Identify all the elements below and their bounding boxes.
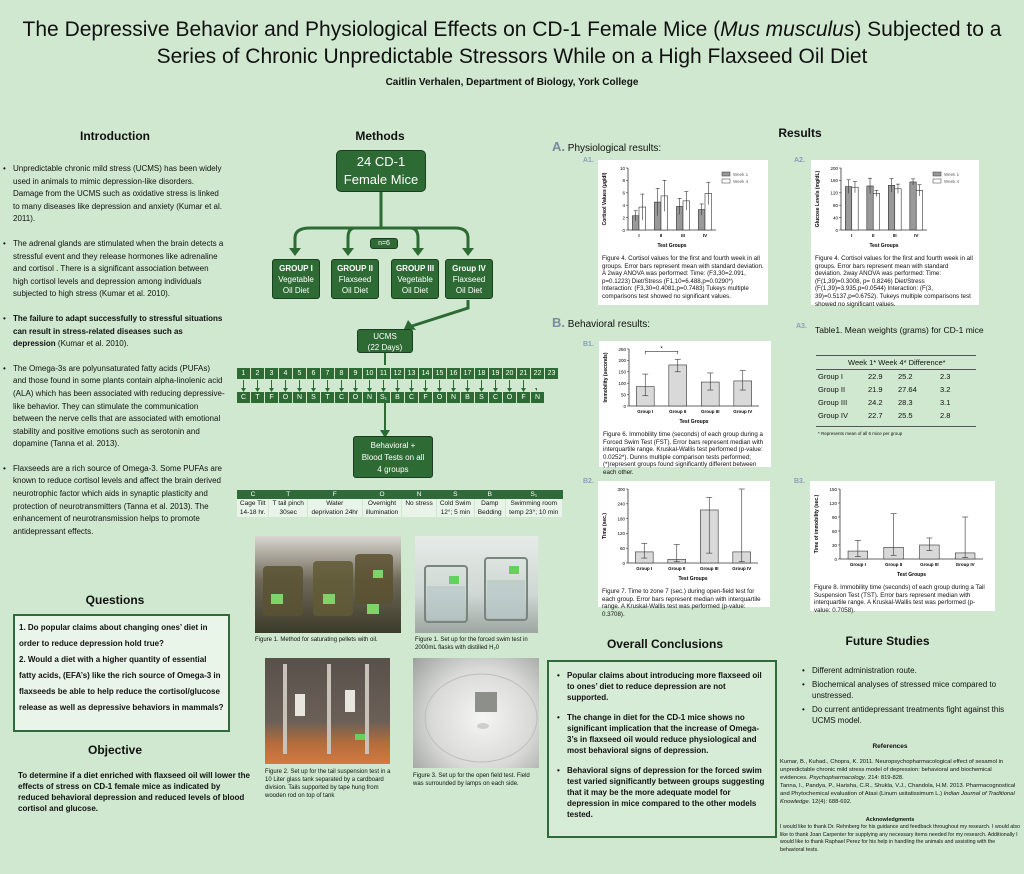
table1-cell-w4: 25.2 [898,372,913,381]
objective-heading: Objective [87,743,143,757]
chart-b3-panel [810,481,995,614]
significance-star: * [660,346,663,353]
intro-bold-text: The failure to adapt successfully to stressful situations can result in stress-related diseases such as depression [13,313,223,349]
y-tick-label: 4 [622,203,625,208]
y-tick-label: 40 [832,215,838,221]
table1-cell-d: 3.1 [940,398,951,407]
y-tick-label: 0 [834,556,837,562]
group-4-title: Group IV [452,264,486,273]
x-tick-label: III [892,233,897,238]
day-17: 17 [461,368,474,379]
y-tick-label: 0 [622,560,625,566]
stress-code-day-17: B [461,392,474,403]
acknowledgments-text: I would like to thank Dr. Rehnberg for his guidance and feedback throughout my research. I would also like to thank Joan Carpenter for supplying any necessary items needed for my research. Additionally I would like to thank Raphael Perez for his help in handling the animals and assisting with the behavioral tests. [780,824,1020,853]
mice-box [336,150,426,192]
table1-cell-g: Group I [818,372,844,381]
y-tick-label: 120 [617,531,625,537]
oil-pellets-photo [255,536,401,633]
table1-note: * Represents mean of all 6 mice per group [818,431,903,436]
jars-illustration [255,536,401,633]
group-2-title: GROUP II [337,264,373,273]
key-detail-0: 14-18 hr. [237,508,269,517]
stress-code-day-10: N [363,392,376,403]
x-tick-label: II [659,233,663,238]
key-header-0: C [237,490,269,499]
title-part1: The Depressive Behavior and Physiological Effects on CD-1 Female Mice ( [22,18,721,41]
table1-cell-w1: 21.9 [868,385,883,394]
ref2-journal: Indian Journal of Traditional Knowledge [780,791,1015,805]
ucms-line1: UCMS [373,332,397,341]
stress-code-day-13: C [405,392,418,403]
table1-cell-w4: 27.64 [898,385,917,394]
table1-row [814,409,966,422]
group-1-box [272,259,320,299]
x-tick-label: IV [914,233,919,238]
y-tick-label: 240 [617,501,625,507]
chart-b1-panel [599,341,771,476]
title-line2: Series of Chronic Unpredictable Stressors While on a High Flaxseed Oil Diet [156,45,868,68]
chart-b3 [810,481,995,579]
table1-row [814,370,966,383]
physiological-label [552,139,661,154]
table1-cell-w4: 25.5 [898,411,913,420]
behavioral-line1: Behavioral + [370,441,416,450]
table1 [814,370,966,422]
open-field-photo [413,658,539,768]
future-2: • Biochemical analyses of stressed mice compared to unstressed. [802,679,1007,701]
stress-code-day-4: O [279,392,292,403]
x-tick-label: Group IV [732,566,752,571]
key-header-4: N [402,490,436,499]
day-22: 22 [531,368,544,379]
acknowledgments-heading: Acknowledgments [865,817,915,823]
y-axis-label: Cortisol Values (μg/dl) [602,172,608,226]
group-1-title: GROUP I [279,264,313,273]
key-name-0: Cage Tilt [237,499,269,508]
question-2: 2. Would a diet with a higher quantity of essential fatty acids, (EFA’s) like the rich source of Omega-3 in flaxseeds be able to help reduce the cortisol/glucose release as well as depressive behaviors in mammals? [19,655,224,712]
y-tick-label: 200 [830,165,838,171]
x-axis-label: Test Groups [679,419,709,425]
legend-label: Week 4 [733,179,749,184]
introduction-heading: Introduction [80,129,150,143]
stress-code-day-19: C [489,392,502,403]
fig1b-caption: Figure 1. Set up for the forced swim test in 2000mL flasks with distilled H₂0 [415,637,528,651]
key-detail-4 [402,508,436,517]
day-5: 5 [293,368,306,379]
chart-a2-caption: Figure 4. Cortisol values for the first and fourth week in all groups. Error bars represent mean with standard deviation. 2way ANOVA was performed: Time: (F(1,39)=0.3008, p= 0.8246) Diet/Stress (F(1,39)=3.935,p=0.0544) Interaction: (F(3, 39)=0.5137,p=0.6752). Tukeys multiple comparisons test showed no significant values. [815,255,973,308]
future-3: • Do current antidepressant treatments fight against this UCMS model. [802,704,1007,726]
poster-title [0,16,1024,70]
stress-code-day-8: C [335,392,348,403]
key-header-1: T [269,490,307,499]
intro-bullet-1: • Unpredictable chronic mild stress (UCMS) has been widely used in animals to mimic depression-like disorders. Damage from the UCMS such as oxidative stress is linked to many diseases like depression and anxiety (Kumar et al. 2011). [3,163,225,226]
group-split-arrows [270,192,510,262]
group-1-diet: Vegetable [278,275,314,284]
references-heading: References [872,743,908,750]
questions-box [13,614,230,732]
key-detail-3: illumination [362,508,402,517]
ucms-line2: (22 Days) [367,343,403,352]
questions-heading: Questions [85,593,145,607]
x-tick-label: Group II [668,566,686,571]
chart-b2 [598,481,770,583]
future-list [802,665,1007,729]
day-23: 23 [545,368,558,379]
results-heading: Results [778,126,822,140]
chart-a2 [811,160,979,250]
y-tick-label: 180 [617,516,625,522]
references-list [780,758,1020,806]
intro-bullet-2: • The adrenal glands are stimulated when the brain detects a stressful event and they release hormones like adrenaline and cortisol . There is a significant association between high cortisol levels and depression among individuals subjected to high stress (Kumar et al. 2010). [3,238,225,301]
ref2-pages: . 12(4): 688-692. [808,799,852,805]
y-axis-label: Time (sec.) [602,512,608,540]
stress-code-day-7: T [321,392,334,403]
table1-cell-d: 3.2 [940,385,951,394]
stress-code-day-12: B [391,392,404,403]
key-name-3: Overnight [362,499,402,508]
x-axis-label: Test Groups [869,243,899,249]
key-header-3: O [362,490,402,499]
table1-cell-w1: 22.9 [868,372,883,381]
fig2-caption: Figure 2. Set up for the tail suspension test in a 10 Liter glass tank separated by a cardboard division. Tails supported by tape hung from wooden rod on top of tank [265,769,391,799]
behavioral-box [353,436,433,478]
key-name-6: Damp [474,499,505,508]
key-name-1: T tail pinch [269,499,307,508]
section-b-text: Behavioral results: [567,319,651,330]
table1-row [814,383,966,396]
future-1: • Different administration route. [802,665,1007,676]
group-2-diet: Flaxseed [338,275,372,284]
stress-code-day-9: O [349,392,362,403]
question-1: 1. Do popular claims about changing ones’ diet in order to reduce depression hold true? [19,623,208,648]
group-2-suffix: Oil Diet [341,286,369,295]
group-4-diet: Flaxseed [452,275,486,284]
y-tick-label: 50 [620,392,626,398]
ucms-arrow [370,298,500,332]
stressor-key-table [237,490,563,517]
x-tick-label: I [851,233,853,238]
day-4: 4 [279,368,292,379]
y-tick-label: 150 [829,486,837,492]
chart-b1-caption: Figure 6. Immobility time (seconds) of each group during a Forced Swim Test (FST). Error bars represent median with interquartile range. Kruskal-Wallis test performed (p-value: 0.0252*). Dunns multiple comparison tests performed; (*)represent groups found significantly different between each other. [603,431,764,476]
intro-bold-cite: (Kumar et al. 2010). [55,339,129,349]
ucms-box [357,329,413,353]
reference-1 [780,758,1020,782]
n-label: n=6 [370,238,398,249]
y-tick-label: 250 [618,346,626,352]
group-1-suffix: Oil Diet [282,286,310,295]
behavioral-line2: Blood Tests on all [361,453,425,462]
x-tick-label: Group III [701,409,720,414]
table1-cell-g: Group IV [818,411,849,420]
section-a-text: Physiological results: [567,143,662,154]
day-19: 19 [489,368,502,379]
y-tick-label: 8 [622,178,625,184]
x-tick-label: Group II [669,409,687,414]
section-a-letter: A. [552,139,565,154]
day-2: 2 [251,368,264,379]
ref2-text: Tanna, I., Pandya, P., Harisha, C.R., Shukla, V.J., Chandola, H.M. 2013. Pharmacognostical and Phytochemical evaluation of Atasi (Linum usitatissimum L.) [780,783,1016,797]
key-detail-2: deprivation 24hr [307,508,362,517]
stress-code-day-21: F [517,392,530,403]
y-tick-label: 200 [618,358,626,364]
chart-a1-panel [598,160,768,305]
y-axis-label: Time of immobility (sec.) [814,494,820,554]
chart-a2-panel [811,160,979,308]
chart-b2-panel [598,481,770,618]
table1-header: Week 1* Week 4* Difference* [816,355,976,370]
y-tick-label: 120 [829,500,837,506]
y-tick-label: 6 [622,190,625,196]
y-tick-label: 90 [831,514,837,520]
intro-bullet-5: • Flaxseeds are a rich source of Omega-3. Some PUFAs are known to reduce cortisol levels and affect the brain derived neurotrophic factor which aids in synaptic plasticity and protection of neurotransmitters (Tanna et al. 2013). The enhancement of neurotransmission helps to promote antidepressant effects. [3,463,225,539]
day-9: 9 [349,368,362,379]
forced-swim-photo [415,536,538,633]
title-part2: ) Subjected to a [854,18,1002,41]
stress-code-day-11: S₁ [377,392,390,403]
legend-label: Week 1 [733,172,749,177]
day-10: 10 [363,368,376,379]
bar-week-4 [873,193,879,230]
key-header-6: B [474,490,505,499]
y-axis-label: Glucose Levels (mg/dL) [815,170,821,228]
section-b-letter: B. [552,315,565,330]
future-heading: Future Studies [845,634,930,648]
day-13: 13 [405,368,418,379]
legend-swatch [722,179,730,183]
day-15: 15 [433,368,446,379]
x-tick-label: Group IV [955,562,975,567]
x-tick-label: Group III [920,562,939,567]
stress-code-day-14: F [419,392,432,403]
y-tick-label: 2 [622,215,625,221]
table1-cell-g: Group II [818,385,846,394]
chart-a1-caption: Figure 4. Cortisol values for the first and fourth week in all groups. Error bars represent mean with standard deviation. A 2way ANOVA was performed: Time: (F3,30=2.091, p=0.1223) Diet/Stress (F1,10=6.488,p=0.0290*) Interaction: (F3,30=0.4081,p=0.7483) Tukeys multiple comparisons test showed no significant values. [602,255,764,300]
legend-label: Week 1 [944,172,960,177]
stress-code-day-16: N [447,392,460,403]
group-3-box [391,259,439,299]
conclusion-2: • The change in diet for the CD-1 mice shows no significant implication that the increase of Omega-3’s in flaxseed oil would reduce physiological and most behavioral signs of depression. [557,712,769,756]
stress-code-day-22: N [531,392,544,403]
table1-row [814,396,966,409]
introduction-body [3,163,225,538]
legend-swatch [933,172,941,176]
table1-cell-d: 2.3 [940,372,951,381]
field-illustration [413,658,539,768]
group-3-title: GROUP III [395,264,435,273]
day-7: 7 [321,368,334,379]
flasks-illustration [415,536,538,633]
key-header-2: F [307,490,362,499]
y-tick-label: 30 [831,542,837,548]
y-tick-label: 10 [619,165,625,171]
x-tick-label: IV [702,233,708,238]
behavioral-label [552,315,650,330]
y-tick-label: 300 [617,486,625,492]
author-line: Caitlin Verhalen, Department of Biology, York College [385,77,639,88]
a2-label: A2. [794,157,805,164]
bar-week-4 [852,187,858,230]
table1-cell-w4: 28.3 [898,398,913,407]
stress-code-day-18: S [475,392,488,403]
y-tick-label: 60 [831,528,837,534]
day-12: 12 [391,368,404,379]
reference-2 [780,782,1020,806]
bar-week-1 [910,182,916,230]
day-3: 3 [265,368,278,379]
stress-code-day-20: O [503,392,516,403]
bar-week-4 [895,189,901,230]
key-detail-6: Bedding [474,508,505,517]
table1-cell-w1: 24.2 [868,398,883,407]
table1-rule [816,426,976,427]
ref1-pages: . 214: 819-828. [864,775,904,781]
day-21: 21 [517,368,530,379]
day-6: 6 [307,368,320,379]
behavioral-line3: 4 groups [377,465,409,474]
conclusion-3: • Behavioral signs of depression for the forced swim test varied significantly between groups suggesting that it may be the more adequate model for depression in mice compared to the other models tested. [557,765,769,820]
day-14: 14 [419,368,432,379]
key-header-7: S₁ [505,490,562,499]
stress-code-day-2: T [251,392,264,403]
y-tick-label: 80 [832,203,838,208]
intro-bullet-4: • The Omega-3s are polyunsaturated fatty acids (PUFAs) and those found in some plants contain alpha-linolenic acid (ALA) which has been associated with reducing depressive-like behavior. They can stimulate the communication between the nerve cells that are associated with emotional stability and positive emotions such as serotonin and dopamine (Tanna et al. 2013). [3,363,225,451]
y-tick-label: 0 [623,403,626,409]
fig3-caption: Figure 3. Set up for the open field test. Field was surrounded by lamps on each side. [413,773,530,787]
table1-title: Table1. Mean weights (grams) for CD-1 mice [815,325,984,335]
day-20: 20 [503,368,516,379]
day-11: 11 [377,368,390,379]
ref1-journal: Psychopharmacology [809,775,865,781]
x-axis-label: Test Groups [657,243,687,249]
stress-code-day-6: S [307,392,320,403]
day-1: 1 [237,368,250,379]
key-detail-5: 12°; 5 min [436,508,474,517]
x-tick-label: Group I [636,566,653,571]
y-tick-label: 100 [618,381,626,386]
x-tick-label: Group I [849,562,866,567]
objective-text: To determine if a diet enriched with flaxseed oil will lower the effects of stress on CD-1 female mice as indicated by reduced behavioral depression and reduced levels of blood cortisol and glucose. [18,771,250,813]
x-tick-label: III [681,233,685,238]
day-16: 16 [447,368,460,379]
b3-label: B3. [794,478,805,485]
group-3-diet: Vegetable [397,275,433,284]
conclusions-box [547,660,777,838]
stress-code-day-1: C [237,392,250,403]
a1-label: A1. [583,157,594,164]
day-8: 8 [335,368,348,379]
table1-cell-w1: 22.7 [868,411,883,420]
b1-label: B1. [583,341,594,348]
group-4-box [445,259,493,299]
day-arrows [237,379,537,393]
intro-bullet-3 [3,313,225,351]
group-3-suffix: Oil Diet [401,286,429,295]
ucms-code-row [237,392,558,403]
stress-code-day-3: F [265,392,278,403]
title-species: Mus musculus [720,18,855,41]
x-axis-label: Test Groups [896,572,927,578]
group-2-box [331,259,379,299]
b2-label: B2. [583,478,594,485]
y-tick-label: 60 [619,546,625,551]
key-name-5: Cold Swim [436,499,474,508]
key-name-4: No stress [402,499,436,508]
legend-label: Week 4 [944,179,960,184]
x-tick-label: Group I [637,409,654,414]
chart-b3-caption: Figure 8. Immobility time (seconds) of each group during a Tail Suspension Test (TST). Error bars represent median with interquartile range. A Kruskal-Wallis test was performed (p-value: 0.7058). [814,584,985,614]
x-axis-label: Test Groups [678,576,708,582]
table1-cell-g: Group III [818,398,848,407]
tail-suspension-photo [265,658,390,764]
y-tick-label: 120 [830,190,838,196]
a3-label: A3. [796,323,807,330]
mice-box-line1: 24 CD-1 [356,154,406,169]
key-name-7: Swimming room [505,499,562,508]
group-4-suffix: Oil Diet [455,286,483,295]
key-detail-7: temp 23°; 10 min [505,508,562,517]
methods-heading: Methods [355,129,405,143]
y-axis-label: Immobility (seconds) [603,352,609,403]
stress-code-day-15: O [433,392,446,403]
key-header-5: S [436,490,474,499]
x-tick-label: Group III [700,566,719,571]
ucms-down-arrow [380,353,390,369]
key-detail-1: 30sec [269,508,307,517]
bar-week-4 [916,190,922,230]
x-tick-label: I [638,233,640,238]
stress-code-day-5: N [293,392,306,403]
y-tick-label: 150 [618,369,626,375]
x-tick-label: II [871,233,875,238]
legend-swatch [722,172,730,176]
conclusions-heading: Overall Conclusions [606,637,724,651]
key-name-2: Water [307,499,362,508]
stress-code-day-23 [545,392,558,403]
chart-b1 [599,341,771,426]
y-tick-label: 0 [622,227,625,233]
x-tick-label: Group IV [733,409,753,414]
table1-cell-d: 2.8 [940,411,951,420]
tank-illustration [265,658,390,764]
ucms-day-row [237,368,558,379]
chart-b2-caption: Figure 7. Time to zone 7 (sec.) during open-field test for each group. Error bars represent median with interquartile range. A Kruskal-Wallis test was performed (p-value: 0.3708). [602,588,761,618]
conclusion-1: • Popular claims about introducing more flaxseed oil to ones’ diet to reduce depression are not supported. [557,670,769,703]
chart-a1 [598,160,768,250]
x-tick-label: Group II [885,562,903,567]
y-tick-label: 160 [830,178,838,184]
mice-box-line2: Female Mice [343,172,419,187]
y-tick-label: 0 [835,227,838,233]
ref1-text: Kumar, B., Kuhad., Chopra, K. 2011. Neuropsychopharmacological effect of sesamol in unpredictable chronic mild stress model of depression: behavioral and biochemical evidences. [780,759,1004,781]
fig1-caption: Figure 1. Method for saturating pellets with oil. [255,637,378,643]
day-18: 18 [475,368,488,379]
tests-down-arrow [380,403,390,439]
legend-swatch [933,179,941,183]
